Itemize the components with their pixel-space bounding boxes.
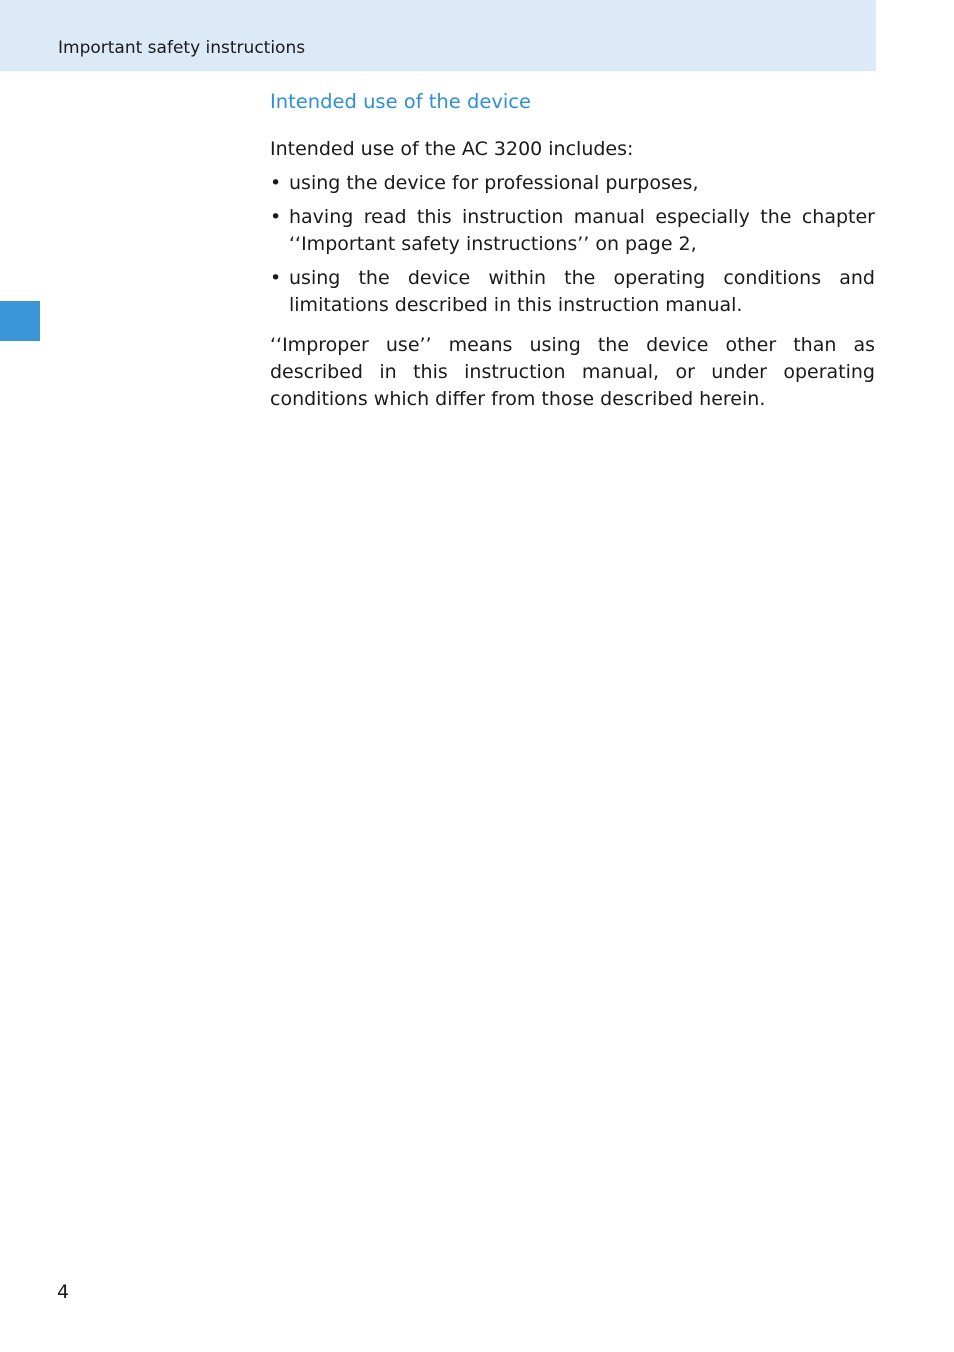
bullet-icon: • [270,267,282,289]
main-content [270,88,875,413]
improper-use-paragraph: ‘‘Improper use’’ means using the device other than as described in this instruction manual, or under operating conditions which differ from those described herein. [270,334,875,410]
list-item-text: using the device for professional purposes, [289,172,699,194]
list-item-text: using the device within the operating conditions and limitations described in this instruction manual. [289,267,875,316]
list-item [270,265,875,319]
header-band [0,0,876,71]
list-item-text: having read this instruction manual especially the chapter ‘‘Important safety instructions’’ on page 2, [289,206,875,255]
list-item [270,204,875,258]
bullet-icon: • [270,172,282,194]
page-number: 4 [57,1281,70,1303]
bullet-icon: • [270,206,282,228]
bullet-list [270,170,875,319]
chapter-tab-marker [0,301,40,341]
intro-text: Intended use of the AC 3200 includes: [270,138,634,160]
list-item [270,170,875,197]
section-title: Intended use of the device [270,90,532,113]
running-header-title: Important safety instructions [58,38,306,58]
